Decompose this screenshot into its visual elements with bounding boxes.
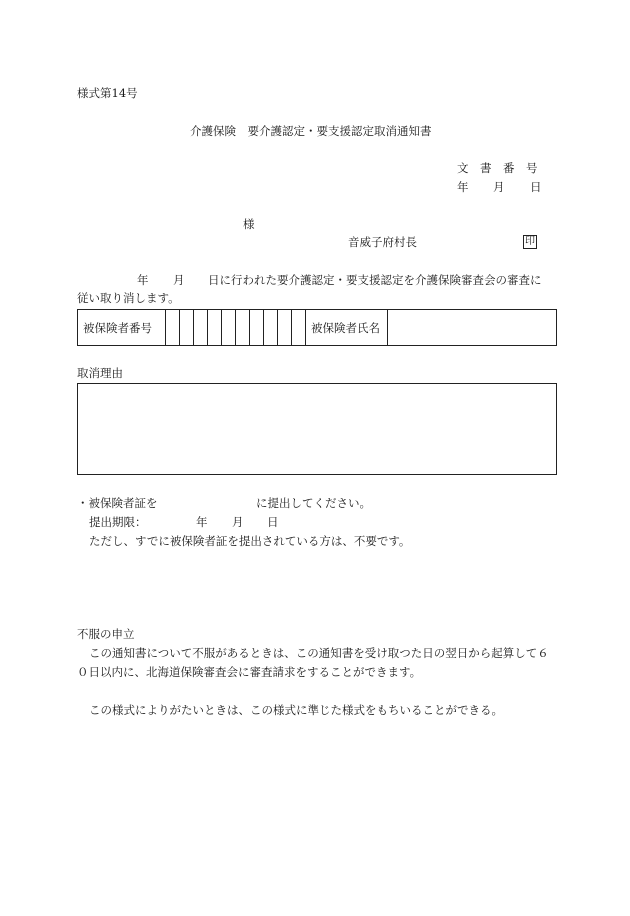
insured-number-digit-cell[interactable]	[194, 310, 208, 345]
insured-number-digit-cell[interactable]	[166, 310, 180, 345]
insured-number-digit-cell[interactable]	[292, 310, 306, 345]
deadline-month: 月	[232, 515, 244, 529]
insured-number-label-text: 被保険者番号	[83, 320, 152, 335]
body-year: 年	[137, 273, 149, 287]
submission-prefix: ・被保険者証を	[77, 496, 158, 510]
document-title: 介護保険 要介護認定・要支援認定取消通知書	[190, 124, 432, 138]
body-text-line2: 従い取り消します。	[77, 291, 180, 305]
issue-date-day: 日	[530, 180, 542, 194]
submission-suffix: に提出してください。	[256, 496, 371, 510]
appeal-text-line1: この通知書について不服があるときは、この通知書を受け取つた日の翌日から起算して６	[89, 646, 549, 660]
insured-number-label	[78, 310, 166, 345]
insured-number-digit-cell[interactable]	[236, 310, 250, 345]
insured-number-digit-cell[interactable]	[222, 310, 236, 345]
insured-number-digit-cell[interactable]	[278, 310, 292, 345]
recipient-suffix: 様	[243, 217, 255, 231]
submission-note: ただし、すでに被保険者証を提出されている方は、不要です。	[89, 534, 411, 548]
issuer-name: 音威子府村長	[348, 235, 417, 249]
issue-date-month: 月	[493, 180, 505, 194]
insured-number-digit-cell[interactable]	[250, 310, 264, 345]
body-month: 月	[173, 273, 185, 287]
insured-number-digit-cell[interactable]	[208, 310, 222, 345]
insured-number-digit-cell[interactable]	[180, 310, 194, 345]
form-number: 様式第14号	[77, 86, 138, 100]
reason-box[interactable]	[77, 383, 557, 475]
appeal-text-line2: ０日以内に、北海道保険審査会に審査請求をすることができます。	[77, 665, 422, 679]
deadline-label: 提出期限：	[89, 515, 147, 529]
deadline-year: 年	[196, 515, 208, 529]
insured-name-field[interactable]	[388, 310, 556, 345]
document-number-label: 文 書 番 号	[457, 161, 538, 175]
insured-number-digit-cell[interactable]	[264, 310, 278, 345]
insured-name-label-text: 被保険者氏名	[311, 320, 380, 335]
insured-name-label	[306, 310, 388, 345]
seal-label: 印	[525, 236, 535, 247]
appeal-heading: 不服の申立	[77, 627, 135, 641]
reason-label: 取消理由	[77, 366, 123, 380]
deadline-day: 日	[267, 515, 279, 529]
insured-info-table	[77, 309, 557, 346]
issue-date-year: 年	[457, 180, 469, 194]
footnote: この様式によりがたいときは、この様式に準じた様式をもちいることができる。	[89, 703, 503, 717]
body-text-line1: 日に行われた要介護認定・要支援認定を介護保険審査会の審査に	[208, 273, 542, 287]
seal-stamp	[523, 235, 537, 249]
